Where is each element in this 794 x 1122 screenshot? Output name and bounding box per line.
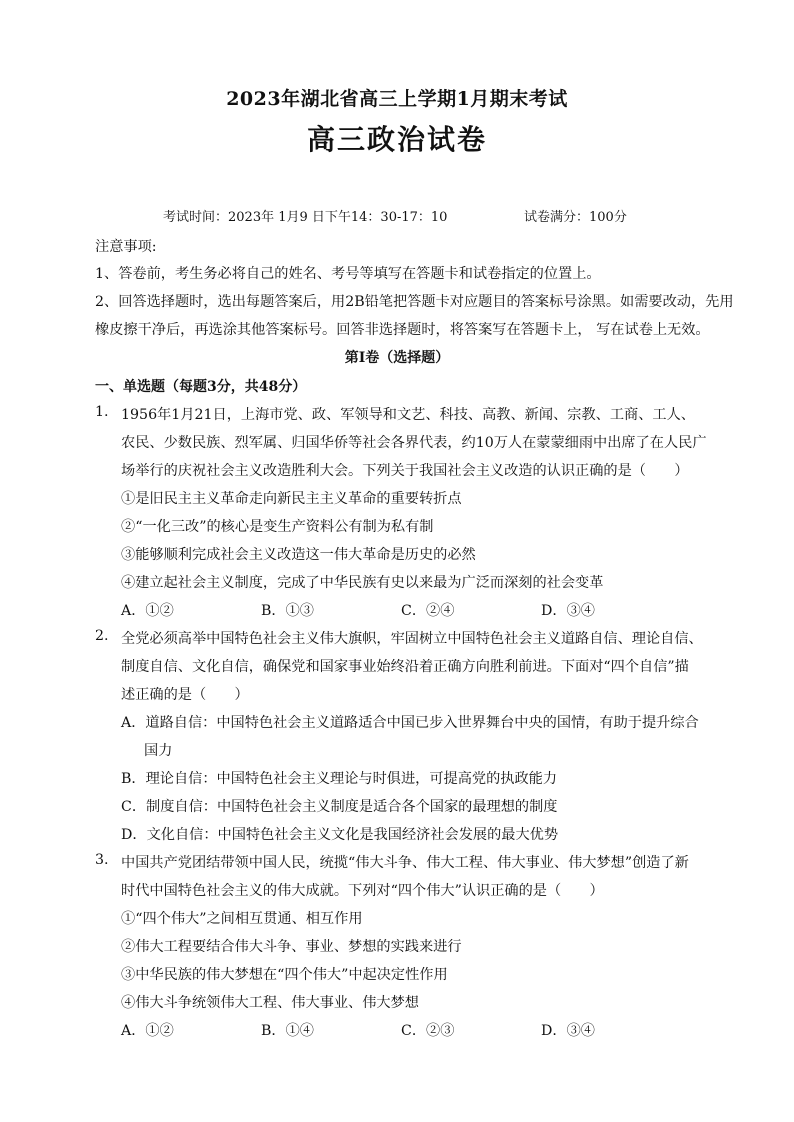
statement: ③中华民族的伟大梦想在“四个伟大”中起决定性作用 — [121, 967, 448, 983]
question-stem-line: 农民、少数民族、烈军属、归国华侨等社会各界代表，约10万人在蒙蒙细雨中出席了在人民广 — [121, 435, 707, 451]
choice-c: C．②③ — [401, 1023, 455, 1039]
question-stem-line: 制度自信、文化自信，确保党和国家事业始终沿着正确方向胜利前进。下面对“四个自信”描 — [121, 659, 689, 675]
exam-subtitle: 高三政治试卷 — [306, 123, 487, 156]
choice-a: A．①② — [121, 603, 174, 619]
question-stem-line: 1956年1月21日，上海市党、政、军领导和文艺、科技、高教、新闻、宗教、工商、工人、 — [121, 407, 695, 423]
choice-c: C．②④ — [401, 603, 455, 619]
statement: ②“一化三改”的核心是变生产资料公有制为私有制 — [121, 519, 434, 535]
notes-heading: 注意事项: — [95, 239, 157, 255]
option-c: C．制度自信：中国特色社会主义制度是适合各个国家的最理想的制度 — [121, 799, 558, 815]
question-number: 3. — [95, 852, 109, 868]
section-title: 第Ⅰ卷（选择题） — [344, 350, 450, 366]
choice-d: D．③④ — [541, 1023, 595, 1039]
note-item: 1、答卷前，考生务必将自己的姓名、考号等填写在答题卡和试卷指定的位置上。 — [95, 266, 601, 282]
choice-a: A．①② — [121, 1023, 174, 1039]
choice-d: D．③④ — [541, 603, 595, 619]
statement: ①“四个伟大”之间相互贯通、相互作用 — [121, 911, 363, 927]
statement: ③能够顺利完成社会主义改造这一伟大革命是历史的必然 — [121, 547, 476, 563]
question-stem-line: 述正确的是（ ） — [121, 687, 249, 703]
option-a-continued: 国力 — [144, 743, 173, 759]
statement: ④伟大斗争统领伟大工程、伟大事业、伟大梦想 — [121, 995, 419, 1011]
full-score: 试卷满分：100分 — [524, 210, 627, 225]
question-stem-line: 全党必须高举中国特色社会主义伟大旗帜，牢固树立中国特色社会主义道路自信、理论自信、 — [121, 631, 703, 647]
question-stem-line: 中国共产党团结带领中国人民，统揽“伟大斗争、伟大工程、伟大事业、伟大梦想”创造了新 — [121, 855, 689, 871]
statement: ①是旧民主主义革命走向新民主主义革命的重要转折点 — [121, 491, 462, 507]
question-number: 1. — [95, 404, 109, 420]
note-item: 2、回答选择题时，选出每题答案后，用2B铅笔把答题卡对应题目的答案标号涂黑。如需要改动，先用 — [95, 294, 734, 310]
choice-b: B．①③ — [261, 603, 314, 619]
option-b: B．理论自信：中国特色社会主义理论与时俱进，可提高党的执政能力 — [121, 771, 558, 787]
question-stem-line: 时代中国特色社会主义的伟大成就。下列对“四个伟大”认识正确的是（ ） — [121, 883, 604, 899]
statement: ④建立起社会主义制度，完成了中华民族有史以来最为广泛而深刻的社会变革 — [121, 575, 604, 591]
exam-time: 考试时间：2023年 1月9 日下午14：30-17：10 — [163, 210, 448, 225]
question-stem-line: 场举行的庆祝社会主义改造胜利大会。下列关于我国社会主义改造的认识正确的是（ ） — [121, 463, 689, 479]
exam-title: 2023年湖北省高三上学期1月期末考试 — [226, 88, 568, 110]
option-d: D．文化自信：中国特色社会主义文化是我国经济社会发展的最大优势 — [121, 827, 559, 843]
option-a: A．道路自信：中国特色社会主义道路适合中国已步入世界舞台中央的国情，有助于提升综合 — [121, 715, 699, 731]
choice-b: B．①④ — [261, 1023, 314, 1039]
statement: ②伟大工程要结合伟大斗争、事业、梦想的实践来进行 — [121, 939, 462, 955]
part-heading: 一、单选题（每题3分，共48分） — [95, 379, 307, 395]
note-item: 橡皮擦干净后，再选涂其他答案标号。回答非选择题时，将答案写在答题卡上， 写在试卷上无效。 — [95, 322, 710, 338]
question-number: 2. — [95, 628, 109, 644]
